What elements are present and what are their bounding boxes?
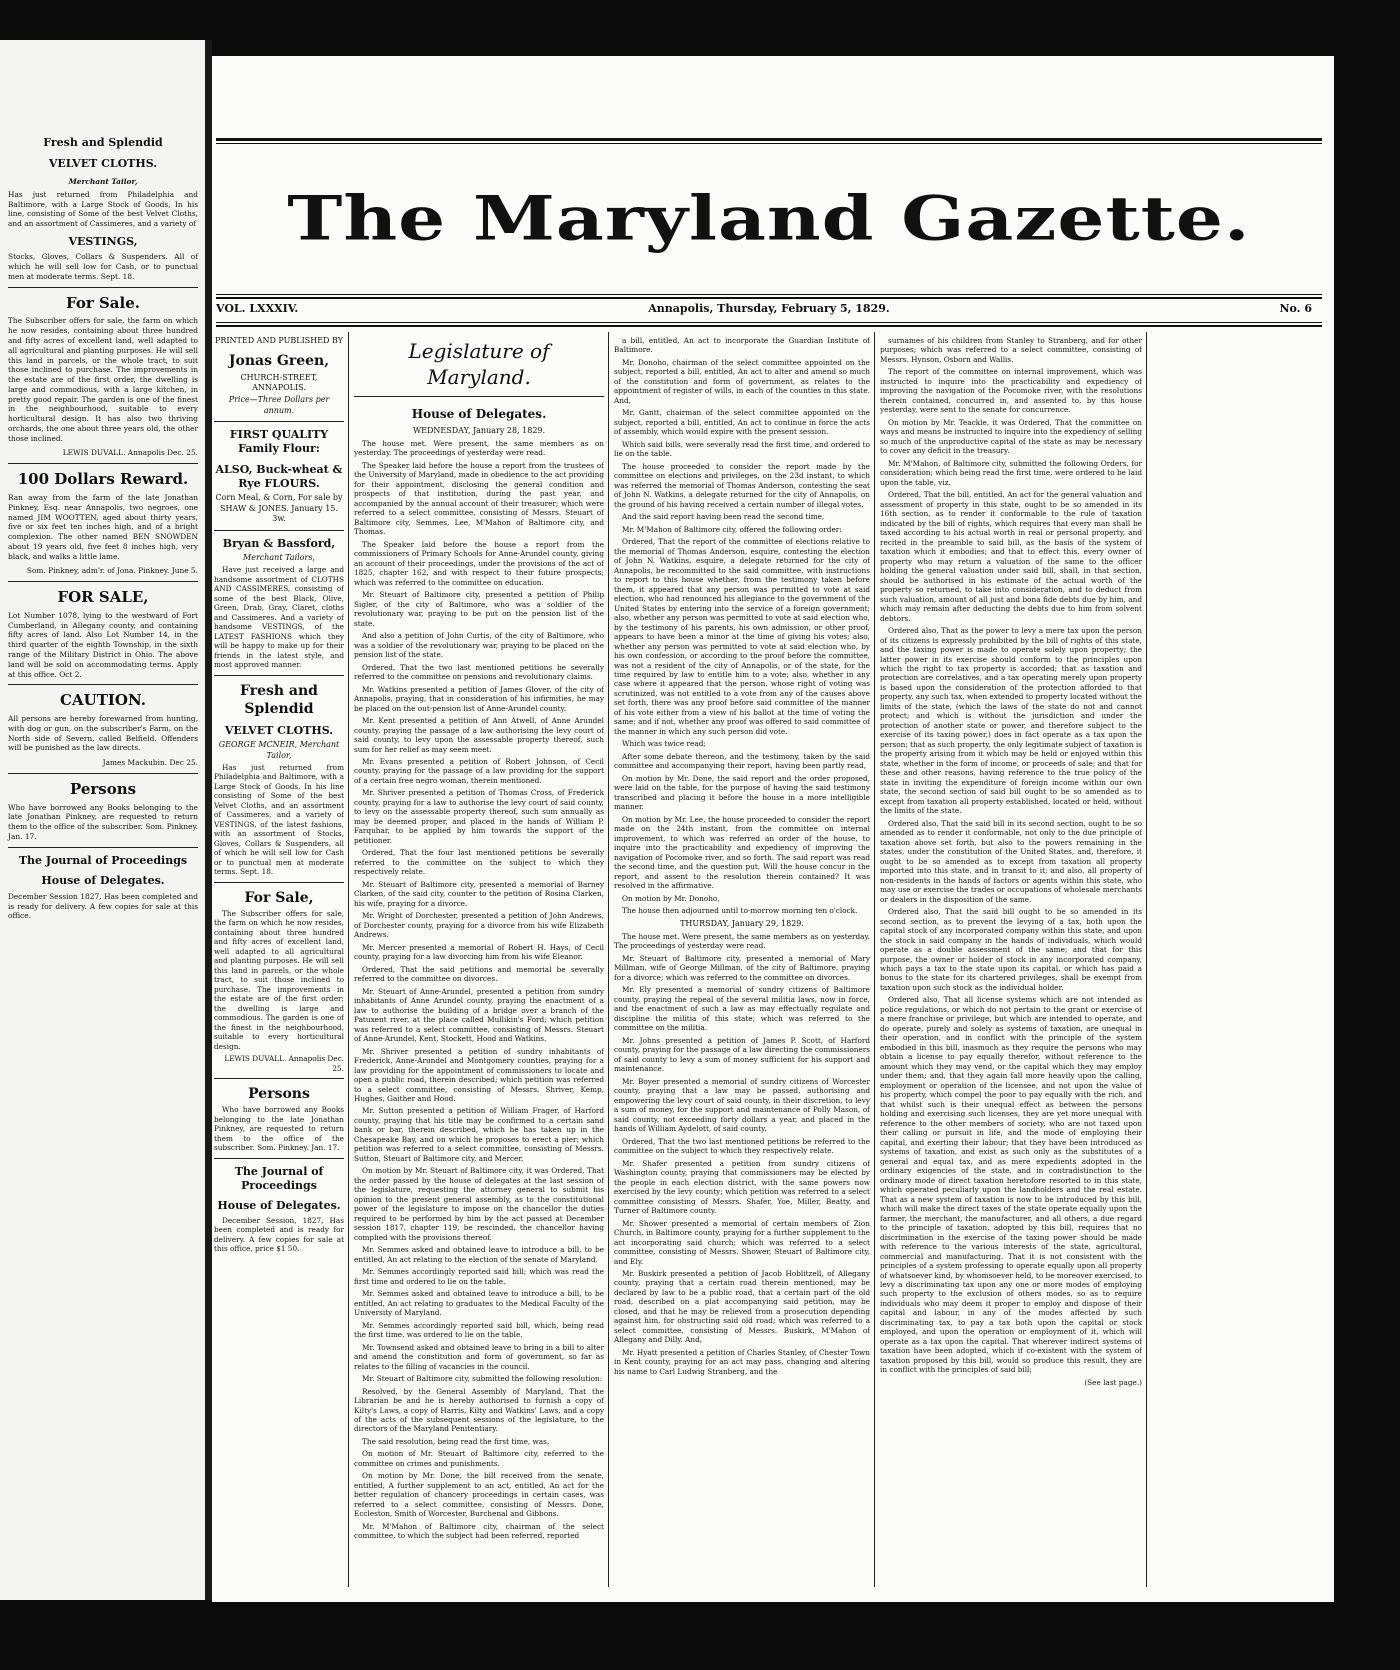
paragraph: Ordered, That the report of the committee of elections relative to the memorial of Thomas Anderson, esquire, contesting the election of John N. Watkins, esquire, a delegate returned for the city of Annapolis, be recommitted to the said committee, with instructions to report to this house whether, from the testimony taken before them, it appeared that any person was permitted to vote at said election, who had renounced his allegiance to the government of the United States by entering into the service of a foreign government; also, whether any person was permitted to vote at said election who, by the testimony of his parents, his own admission, or other proof, appears to have been a minor at the time of giving his votes; also, whether any person was permitted to vote at said election who, by his own confession, or according to the proof before the committee, was not a resident of the city of Annapolis, or of the state, for the time required by law to entitle him to a vote; also, whether in any case where it appeared that the person, whose right of voting was scrutinized, was not entitled to a vote from any of the causes above set forth, there was any proof before said committee of the manner of his vote either from a view of his ballot at the time of voting the same; and if not, whether any proof was offered to said committee of the manner in which any such person did vote. (614, 537, 870, 736)
paragraph: Mr. Evans presented a petition of Robert Johnson, of Cecil county, praying for the passage of a law providing for the support of a certain free negro woman, therein mentioned. (354, 757, 604, 785)
left-ad7-sub: House of Delegates. (41, 874, 165, 888)
paragraph: Ordered also, That as the power to levy a mere tax upon the person of its citizens is expressly prohibited by the bill of rights of this state, and the taxing power is made to operate solely upon property; the latter power in its exercise should conform to the principles upon which the right to tax property is accorded; that as taxation and protection are correlatives, and a tax operating merely upon property is based upon the consideration of the protection afforded to that property, any such tax, when extended to property located without the limits of the state, (which the laws of the state do not and cannot protect; and which is without the jurisdiction and under the protection of another state or power, and therefore subject to the exercise of its taxing power,) does in fact operate as a tax upon the person; that as such property, the only legitimate subject of taxation is the property arising from it which may be held or enjoyed within this state, whether in the form of income, or proceeds of sale; and that for these and other reasons, having reference to the true policy of the state in inviting the expenditure of foreign income within our own state, the second section of said bill ought to be so amended as to except from taxation all property established, located or held, without the limits of the state. (880, 626, 1142, 816)
paragraph: Ordered also, That the said bill in its second section, ought to be so amended as to render it conformable, not only to the due principle of taxation above set forth, but also to the powers remaining in the states, under the constitution of the United States, and, therefore, it ought to be so amended as to except from taxation all property imported into this state, and in transit to it; and also, all property of non-residents in the hands of factors or agents within this state, who may use or exercise the trades or occupations of wholesale merchants or dealers in the disposition of the same. (880, 818, 1142, 904)
left-facing-page (0, 40, 205, 1600)
section-title: Legislature of Maryland. (354, 336, 604, 397)
left-ad3-text: Ran away from the farm of the late Jonathan Pinkney, Esq. near Annapolis, two negroes, one named JIM WOOTTEN, aged about thirty years, five or six feet ten inches high, and of a bright complexion. The other named BEN SNOWDEN about 19 years old, five feet 8 inches high, very black, and walks a little lame. (8, 492, 198, 561)
journal-ad-text: December Session, 1827, Has been completed and is ready for delivery. A few copies for sale at this office, price $1 50. (214, 1215, 344, 1254)
paragraph: Mr. M'Mahon of Baltimore city, offered the following order: (622, 524, 842, 534)
paragraph: Mr. Shriver presented a petition of Thomas Cross, of Frederick county, praying for a law to authorise the levy court of said county, to levy on the assessable property thereof, such sum annually as may be deemed proper, and placed in the hands of William P. Farquhar, to be applied by him towards the support of the petitioner. (354, 788, 604, 845)
paragraph: And also a petition of John Curtis, of the city of Baltimore, who was a soldier of the revolutionary war, praying to be placed on the pension list of the state. (354, 631, 604, 660)
left-ad6-text: Who have borrowed any Books belonging to the late Jonathan Pinkney, are requested to return them to the office of the subscriber. Som. Pinkney. Jan. 17. (8, 802, 198, 841)
paragraph: The house then adjourned until to-morrow morning ten o'clock. (622, 906, 858, 916)
paragraph: Mr. Sutton presented a petition of William Frager, of Harford county, praying that his title may be confirmed to a certain sand bank or bar, therein described, which he has taken up in the Chesapeake Bay, and on which he proposes to erect a pier; which petition was referred to a select committee, consisting of Messrs. Sutton, Steuart of Baltimore city, and Mercer. (354, 1106, 604, 1163)
column-rule (1146, 332, 1147, 1587)
sale-ad-head: For Sale, (244, 889, 314, 906)
paragraph: Mr. Semmes asked and obtained leave to introduce a bill, to be entitled, An act relating to graduates to the Medical Faculty of the University of Maryland. (354, 1289, 604, 1318)
left-ad3-head: 100 Dollars Reward. (17, 470, 189, 489)
left-ad2-text: The Subscriber offers for sale, the farm on which he now resides, containing about three hundred and fifty acres of excellent land, well adapted to all agricultural and planting purposes. He will sell this land in parcels, or the whole tract, to suit those inclined to purchase. The improvements in the estate are of the first order, the dwelling is large and commodious, with a large kitchen, in pretty good repair. The garden is one of the finest in the neighbourhood, suitable to every horticultural design. It has also two thriving orchards, the one about three years old, the other those inclined. (8, 316, 198, 443)
masthead-top-rule (216, 138, 1322, 141)
left-ad1-name: Merchant Tailor, (68, 177, 138, 187)
velvet-ad-sub: VELVET CLOTHS. (224, 723, 334, 737)
left-ad3-sign: Som. Pinkney, adm'r. of Jona. Pinkney. June 5. (26, 566, 198, 576)
masthead-bottom-rule-thin (216, 294, 1322, 295)
left-ad7-text: December Session 1827, Has been completed and is ready for delivery. A few copies for sale at this office. (8, 891, 198, 921)
column-3-body-2 (614, 932, 870, 1376)
paragraph: Ordered, That the four last mentioned petitions be severally referred to the committee on the subject to which they respectively relate. (354, 848, 604, 877)
newspaper-page (212, 56, 1334, 1602)
persons-ad-head: Persons (248, 1086, 310, 1103)
column-1-advertisements (214, 336, 344, 1586)
paragraph: Mr. Semmes accordingly reported said bill, which, being read the first time, was ordered to lie on the table. (354, 1320, 604, 1340)
bryan-ad-sub: Merchant Tailors, (243, 552, 315, 562)
masthead-bottom-rule (216, 297, 1322, 299)
masthead-title: The Maryland Gazette. (287, 183, 1251, 255)
session-day-heading: WEDNESDAY, January 28, 1829. (412, 425, 546, 435)
column-2-body (354, 439, 604, 1541)
paragraph: Which said bills, were severally read the first time, and ordered to lie on the table. (614, 439, 870, 459)
bryan-ad-text: Have just received a large and handsome assortment of CLOTHS AND CASSIMERES, consisting of some of the best Black, Olive, Green, Drab, Gray, Claret, cloths and Cassimeres. And a variety of handsome VESTINGS, of the LATEST FASHIONS which they will be happy to make up for their friends in the latest style, and most approved manner. (214, 565, 344, 670)
dateline-rule-thick (216, 325, 1322, 327)
paragraph: On motion by Mr. Teackle, it was Ordered, That the committee on ways and means be instructed to inquire into the expediency of selling so much of the unproductive capital of the state as may be necessary to cover any deficit in the treasury. (880, 417, 1142, 456)
paragraph: Mr. Kent presented a petition of Ann Atwell, of Anne Arundel county, praying the passage of a law authorising the levy court of said county, to levy upon the assessable property thereof, such sum for her relief as may seem meet. (354, 716, 604, 754)
paragraph: On motion by Mr. Donoho, (622, 893, 720, 903)
flour-ad-head: FIRST QUALITY Family Flour: (229, 428, 329, 456)
journal-ad-head: The Journal of Proceedings (234, 1164, 324, 1193)
paragraph: The house met. Were present, the same members as on yesterday. The proceedings of yesterday were read. (354, 438, 604, 458)
left-ad2-sign: LEWIS DUVALL. Annapolis Dec. 25. (62, 448, 198, 458)
column-4-legislature (880, 336, 1142, 1586)
paragraph: Ordered, That the two last mentioned petitions be severally referred to the committee on pensions and revolutionary claims. (354, 662, 604, 682)
paragraph: Ordered, That the two last mentioned petitions be referred to the committee on the subject to which they respectively relate. (614, 1136, 870, 1156)
masthead-top-rule-thin (216, 143, 1322, 144)
paragraph: Mr. Mercer presented a memorial of Robert H. Hays, of Cecil county, praying for a law divorcing him from his wife Eleanor. (354, 942, 604, 962)
paragraph: Mr. Shriver presented a petition of sundry inhabitants of Frederick, Anne-Arundel and Montgomery counties, praying for a law providing for the appointment of commissioners to locate and open a public road, therein described; which petition was referred to a select committee, consisting of Messrs. Shriver, Kemp, Hughes, Gaither and Hood. (354, 1046, 604, 1103)
paragraph: Mr. Semmes asked and obtained leave to introduce a bill, to be entitled, An act relating to the election of the senate of Maryland. (354, 1245, 604, 1264)
velvet-ad-head: Fresh and Splendid (240, 682, 318, 717)
left-ad7-head: The Journal of Proceedings (18, 853, 188, 867)
left-ad1-sub: VELVET CLOTHS. (48, 156, 158, 170)
paragraph: surnames of his children from Stanley to Stranberg, and for other purposes; which was referred to a select committee, consisting of Messrs. Hynson, Osborn and Wallis. (880, 336, 1142, 364)
paragraph: Mr. Wright of Dorchester, presented a petition of John Andrews, of Dorchester county, praying for a divorce from his wife Elizabeth Andrews. (354, 911, 604, 940)
column-rule (608, 332, 609, 1587)
paragraph: Mr. Gantt, chairman of the select committee appointed on the subject, reported a bill, entitled, An act to continue in force the acts of assembly, which would expire with the present session. (614, 408, 870, 437)
paragraph: Mr. Hyatt presented a petition of Charles Stanley, of Chester Town in Kent county, praying for an act may pass, changing and altering his name to Carl Ludwig Stranberg, and the (614, 1347, 870, 1376)
left-ad1-text2: Stocks, Gloves, Collars & Suspenders. All of which he will sell low for Cash, or to punctual men at moderate terms. Sept. 18. (8, 252, 198, 281)
paragraph: Mr. Townsend asked and obtained leave to bring in a bill to alter and amend the constitution and form of government, so far as relates to the filling of vacancies in the council. (354, 1342, 604, 1371)
paragraph: Ordered also, That the said bill ought to be so amended in its second section, as to prevent the levying of a tax, both upon the capital stock of any incorporated company within this state, and upon the stock in said company in the hands of individuals, which would operate as a double assessment of the same; and that for this purpose, the owner or holder of stock in any incorporated company, which pays a tax to the state upon its capital, or which has paid a bonus to the state for its chartered privileges, shall be exempt from taxation upon such stock as the individual holder. (880, 907, 1142, 992)
continued-note: (See last page.) (1084, 1377, 1142, 1387)
paragraph: On motion by Mr. Lee, the house proceeded to consider the report made on the 24th instant, from the committee on internal improvement, to which was referred an order of the house, to inquire into the practicability and expediency of improving the navigation of Pocomoke river, and so forth. The said report was read the second time, and the question put, Will the house concur in the report, and assent to the resolution therein contained? It was resolved in the affirmative. (614, 814, 870, 891)
dateline (216, 302, 1322, 320)
printer-address: CHURCH-STREET, ANNAPOLIS. (240, 372, 318, 392)
left-ad5-head: CAUTION. (60, 691, 146, 710)
paragraph: Mr. Ely presented a memorial of sundry citizens of Baltimore county, praying the repeal of the several militia laws, now in force, and the enactment of such a law as may effectually regulate and discipline the militia of this state; which was referred to the committee on the militia. (614, 985, 870, 1033)
paragraph: Mr. Shafer presented a petition from sundry citizens of Washington county, praying that commissioners may be elected by the people in each election district, with the same powers now exercised by the levy county; which petition was referred to a select committee consisting of Messrs. Shafer, Yoe, Miller, Beatty, and Turner of Baltimore county. (614, 1158, 870, 1216)
paragraph: Resolved, by the General Assembly of Maryland, That the Librarian be and he is hereby authorised to furnish a copy of Kilty's Laws, a copy of Harris, Kilty and Watkins' Laws, and a copy of the acts of the subsequent sessions of the legislature, to the directors of the Maryland Penitentiary. (354, 1386, 604, 1434)
publication-date: Annapolis, Thursday, February 5, 1829. (648, 302, 890, 315)
paragraph: Mr. Steuart of Baltimore city, presented a memorial of Mary Millman, wife of George Millman, of the city of Baltimore, praying for a divorce; which was referred to the committee on divorces. (614, 953, 870, 982)
paragraph: The report of the committee on internal improvement, which was instructed to inquire into the practicability and expediency of improving the navigation of the Pocomoke river, with the resolutions therein contained, concurred in, and assented to, by this house yesterday, were sent to the senate for concurrence. (880, 367, 1142, 415)
column-3-body (614, 336, 870, 916)
paragraph: Ordered, That the said petitions and memorial be severally referred to the committee on divorces. (354, 964, 604, 984)
house-of-delegates-heading: House of Delegates. (411, 407, 547, 421)
persons-ad-text: Who have borrowed any Books belonging to the late Jonathan Pinkney, are requested to return them to the office of the subscriber. Som. Pinkney. Jan. 17. (214, 1105, 344, 1153)
paragraph: Mr. Steuart of Anne-Arundel, presented a petition from sundry inhabitants of Anne Arundel county, praying the enactment of a law to authorise the building of a bridge over a branch of the Patuxent river, at the place called Mullikin's Ford; which petition was referred to a select committee, consisting of Messrs. Steuart of Anne-Arundel, Kent, Stockett, Hood and Watkins. (354, 986, 604, 1044)
journal-ad-sub: House of Delegates. (217, 1199, 341, 1213)
velvet-ad-text: Has just returned from Philadelphia and Baltimore, with a Large Stock of Goods, In his line consisting of Some of the best Velvet Cloths, and an assortment of Cassimeres, and a variety of VESTINGS, of the latest fashions, with an assortment of Stocks, Gloves, Collars & Suspenders, all of which he will sell low for Cash or to punctual men at moderate terms. Sept. 18. (214, 762, 344, 877)
paragraph: The house met. Were present, the same members as on yesterday. The proceedings of yesterday were read. (614, 932, 870, 951)
paragraph: On motion by Mr. Done, the said report and the order proposed, were laid on the table, for the purpose of having the said testimony transcribed and placing it before the house in a more intelligible manner. (614, 773, 870, 812)
volume-number: VOL. LXXXIV. (216, 302, 299, 315)
subscription-price: Price—Three Dollars per annum. (228, 395, 330, 415)
bryan-ad-head: Bryan & Bassford, (222, 536, 336, 550)
left-ad1-head: Fresh and Splendid (43, 136, 163, 149)
column-4-body (880, 336, 1142, 1375)
sale-ad-text: The Subscriber offers for sale, the farm on which he now resides, containing about three hundred and fifty acres of excellent land, well adapted to all agricultural and planting purposes. He will sell this land in parcels, or the whole tract, to suit those inclined to purchase. The improvements in the estate are of the first order; the dwelling is large and commodious. The garden is one of the finest in the neighbourhood, suitable to every horticultural design. (214, 908, 344, 1051)
paragraph: Which was twice read; (622, 739, 706, 749)
paragraph: Mr. Shower presented a memorial of certain members of Zion Church, in Baltimore county, praying for a further supplement to the act incorporating said church; which was referred to a select committee, consisting of Messrs. Shower, Steuart of Baltimore city, and Ely. (614, 1218, 870, 1266)
paragraph: On motion by Mr. Steuart of Baltimore city, it was Ordered, That the order passed by the house of delegates at the last session of the legislature, requesting the attorney general to submit his opinion to the present general assembly, as to the constitutional power of the legislature to impose on the chancellor the duties required to be performed by him by the act passed at December session 1817, chapter 119, be rescinded, the chancellor having complied with the provisions thereof. (354, 1166, 604, 1242)
paragraph: Mr. Johns presented a petition of James P. Scott, of Harford county, praying for the passage of a law directing the commissioners of said county to levy a sum of money sufficient for his support and maintenance. (614, 1035, 870, 1074)
paragraph: Mr. Semmes accordingly reported said bill; which was read the first time and ordered to lie on the table. (354, 1267, 604, 1286)
paragraph: Ordered also, That all license systems which are not intended as police regulations, or which do not pertain to the grant or exercise of a mere franchise or privilege, but which are intended to operate, and do operate, purely and solely as systems of taxation, are unequal in their operation, and in conflict with the principle of the system embodied in this bill, inasmuch as they require the persons who may obtain a license to pay equally therefor, without reference to the amount which they may vend, or the capital which they may employ under them; and, that they again fall more heavily upon the calling, employment or operation of the licensee, and not upon the value of his property, which compel the poor to pay equally with the rich, and that whilst such is their unequal effect as between the persons holding and exercising such licenses, they are yet more unequal with reference to the other members of society, who are not taxed upon their calling or pursuit in life, and the mode of employing their capital, and exerting their labour; that they have been introduced as systems of taxation, and exist as such only as the substitutes of a general and equal tax, and as mere expedients adopted in the ordinary exigencies of the state, and in contradistinction to the ordinary mode of direct taxation heretofore resorted to in this state, which operated peculiarly upon the landholders and the real estate. That as a new system of taxation is now to be introduced by this bill, which will make the direct taxes of the state operate equally upon the farmer, the merchant, the manufacturer, and all others, a due regard to the principle of taxation, adopted by this bill, requires that no discrimination in the exercise of the taxing power should be made with reference to the various interests of the state, agricultural, commercial and manufacturing. That it is not consistent with the principles of a system professing to operate equally upon all property of whatsoever kind, by whomsoever held, to be moreover exercised, to levy a discriminating tax upon any one or more modes of employing such property to the exclusion of others modes, so as to require individuals who may deem it proper to employ and dispose of their capital and labour, in any of the modes affected by such discriminating tax, to pay a tax both upon the capital or stock employed, and upon the operation or employment of it, which will operate as a tax upon the capital. That wherever indirect systems of taxation have been adopted, which if co-existent with the system of taxation proposed by this bill, would so produce this result, they are in conflict with the principles of said bill; (880, 995, 1142, 1375)
left-ad4-text: Lot Number 1078, lying to the westward of Fort Cumberland, in Allegany county, and containing fifty acres of land. Also Lot Number 14, in the third quarter of the eighth Township, in the sixth range of the Military District in Ohio. The above land will be sold on accommodating terms. Apply at this office. Oct 2. (8, 610, 198, 679)
left-page-column (8, 130, 198, 926)
paragraph: Mr. Steuart of Baltimore city, presented a memorial of Barney Clarken, of the said city, counter to the petition of Rosina Clarken, his wife, praying for a divorce. (354, 879, 604, 908)
paragraph: On motion by Mr. Done, the bill received from the senate, entitled, A further supplement to an act, entitled, An act for the better regulation of chancery proceedings in certain cases, was referred to a select committee, consisting of Messrs. Done, Eccleston, Smith of Worcester, Burchenal and Gibbons. (354, 1471, 604, 1519)
column-2-legislature (354, 336, 604, 1586)
paragraph: Mr. Steuart of Baltimore city, presented a petition of Philip Sigler, of the city of Baltimore, who was a soldier of the revolutionary war, praying to be put on the pension list of the state. (354, 590, 604, 628)
sale-ad-sign: LEWIS DUVALL. Annapolis Dec. 25. (224, 1054, 344, 1073)
left-ad5-sign: James Mackubin. Dec 25. (102, 758, 198, 768)
paragraph: Mr. Boyer presented a memorial of sundry citizens of Worcester county, praying that a law may be passed, authorising and empowering the levy court of said county, in their discretion, to levy a sum of money, for the support and maintenance of Polly Mason, of said county, not exceeding forty dollars a year, and placed in the hands of William Aydelott, of said county. (614, 1076, 870, 1134)
paragraph: Mr. M'Mahon, of Baltimore city, submitted the following Orders, for consideration; which being read the first time, were ordered to be laid upon the table, viz. (880, 458, 1142, 487)
left-ad4-head: FOR SALE, (57, 588, 149, 607)
paragraph: Mr. Watkins presented a petition of James Glover, of the city of Annapolis, praying, that in consideration of his infirmities, he may be placed on the out-pension list of Anne-Arundel county. (354, 684, 604, 713)
left-ad1-vestings: VESTINGS, (68, 234, 138, 248)
paragraph: The Speaker laid before the house a report from the trustees of the University of Maryland, made in obedience to the act providing for their appointment, disclosing the general condition and prospects of that institution, during the past year, and accompanied by the annual account of their treasurer; which were referred to a select committee, consisting of Messrs. Steuart of Baltimore city, Semmes, Lee, M'Mahon of Baltimore city, and Thomas. (354, 460, 604, 537)
column-rule (874, 332, 875, 1587)
paragraph: Mr. M'Mahon of Baltimore city, chairman of the select committee, to which the subject had been referred, reported (354, 1521, 604, 1541)
paragraph: After some debate thereon, and the testimony, taken by the said committee and accompanying their report, having been partly read, (614, 751, 870, 771)
left-ad5-text: All persons are hereby forewarned from hunting, with dog or gun, on the subscriber's Farm, on the North side of Severn, called Belfield. Offenders will be punished as the law directs. (8, 714, 198, 753)
paragraph: Ordered, That the bill, entitled, An act for the general valuation and assessment of property in this state, ought to be so amended in its 16th section, as to render it conformable to the rule of taxation indicated by the bill of rights, which requires that every man shall be taxed according to his actual worth in real or personal property, and recited in the preamble to said bill, as the basis of the system of taxation which it embodies; and that to effect this, every owner of property who may return a valuation of the same to the officer holding the general valuation under said bill, shall, in that section, should be authorised in his estimate of the actual worth of the property so returned, to take into consideration, and to deduct from such valuation, amount of all just and bona fide debts due by him, and which may remain after deducting the debts due to him from solvent debtors. (880, 490, 1142, 623)
page-gutter (205, 40, 212, 1600)
dateline-rule (216, 322, 1322, 323)
paragraph: The house proceeded to consider the report made by the committee on elections and privileges, on the 23d instant, to which was referred the memorial of Thomas Anderson, contesting the seat of John N. Watkins, a delegate returned for the city of Annapolis, on the ground of his having received a certain number of illegal votes. (614, 461, 870, 509)
column-rule (348, 332, 349, 1587)
printer-name: Jonas Green, (228, 353, 330, 370)
paragraph: Mr. Buskirk presented a petition of Jacob Hoblitzell, of Allegany county, praying that a certain road therein mentioned, may be declared by law to be a public road, that a certain part of the old road, described on a plat accompanying said petition, may be closed, and that he may be relieved from a prosecution depending against him, for obstructing said old road; which was referred to a select committee, consisting of Messrs. Buskirk, M'Mahon of Allegany and Dilly. And, (614, 1268, 870, 1345)
left-ad1-text: Has just returned from Philadelphia and Baltimore, with a Large Stock of Goods, In his line, consisting of Some of the best Velvet Cloths, and an assortment of Cassimeres, and a variety of (8, 189, 198, 229)
imprint-line: PRINTED AND PUBLISHED BY (214, 336, 344, 345)
paragraph: The said resolution, being read the first time, was, (362, 1436, 550, 1446)
issue-number: No. 6 (1279, 302, 1312, 315)
left-ad2-head: For Sale. (66, 293, 140, 312)
column-3-legislature (614, 336, 870, 1586)
velvet-ad-name: GEORGE MCNEIR, Merchant Tailor, (218, 740, 340, 760)
paragraph: a bill, entitled, An act to incorporate the Guardian Institute of Baltimore. (614, 336, 870, 355)
paragraph: On motion of Mr. Steuart of Baltimore city, referred to the committee on crimes and punishments. (354, 1449, 604, 1468)
paragraph: Mr. Steuart of Baltimore city, submitted the following resolution: (362, 1374, 603, 1384)
paragraph: The Speaker laid before the house a report from the commissioners of Primary Schools for Anne-Arundel county, giving an account of their proceedings, under the provisions of the act of 1825, chapter 162, and with respect to their future prospects; which was referred to the committee on education. (354, 539, 604, 587)
left-ad6-head: Persons (69, 779, 137, 798)
corn-ad: Corn Meal, & Corn, For sale by SHAW & JONES. January 15. 3w. (215, 493, 343, 524)
paragraph: And the said report having been read the second time, (622, 512, 825, 522)
session-day-heading-2: THURSDAY, January 29, 1829. (680, 918, 804, 928)
flour-ad-sub: ALSO, Buck-wheat & Rye FLOURS. (215, 462, 343, 491)
paragraph: Mr. Donoho, chairman of the select committee appointed on the subject, reported a bill, entitled, An act to alter and amend so much of the constitution and form of government, as relates to the appointment of register of wills, in each of the counties in this state. And, (614, 357, 870, 405)
